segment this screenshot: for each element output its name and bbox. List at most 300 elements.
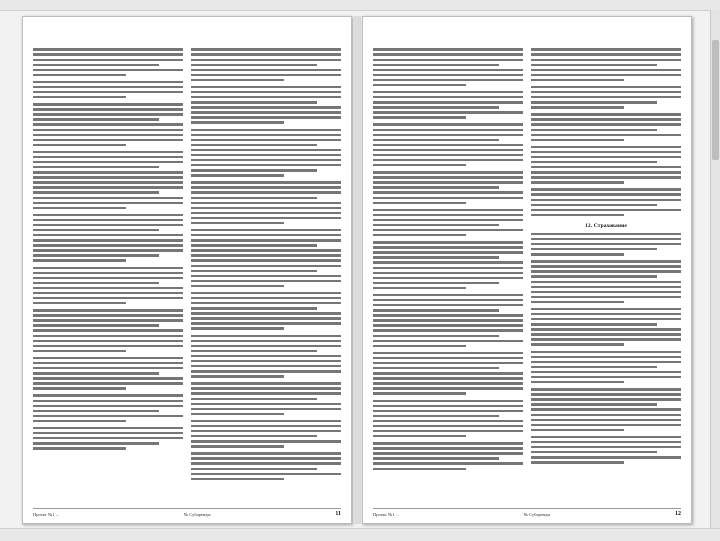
text-paragraph [531,187,681,217]
text-line [191,307,317,309]
text-line [191,154,341,156]
text-line [531,204,657,206]
text-line [33,129,183,131]
text-line [191,420,341,422]
text-line [373,314,523,316]
text-paragraph [191,180,341,226]
text-paragraph [373,293,523,349]
text-line [531,441,681,443]
page-gutter [353,16,361,524]
page-footer [33,508,341,517]
text-line [373,69,523,71]
text-line [33,139,183,141]
text-line [33,249,183,251]
text-paragraph [191,333,341,379]
text-line [373,246,523,248]
text-paragraph [531,387,681,433]
text-line [33,191,159,193]
text-line [531,209,681,211]
text-line [191,375,284,377]
text-paragraph [531,307,681,348]
text-paragraph [373,398,523,439]
text-line [373,134,523,136]
text-line [531,238,681,240]
text-line [373,123,523,125]
document-page-right [362,16,692,524]
text-line [191,129,341,131]
text-line [33,259,126,261]
text-line [191,259,341,261]
text-line [373,261,523,263]
viewer-bottom-frame [0,528,720,541]
text-line [531,96,681,98]
text-line [33,415,183,417]
text-line [191,106,341,108]
text-paragraph [191,291,341,332]
text-paragraph [531,259,681,305]
text-line [373,267,523,269]
section-heading: 12. Страхование [585,222,627,229]
text-line [33,171,183,173]
text-line [531,59,681,61]
text-line [531,79,624,81]
text-line [33,166,159,168]
text-line [33,197,183,199]
text-line [531,366,657,368]
text-line [373,425,523,427]
text-line [373,294,523,296]
text-line [33,151,183,153]
text-line [531,253,624,255]
text-line [531,296,681,298]
text-line [373,101,523,103]
text-line [531,281,681,283]
text-line [531,429,624,431]
text-paragraph [33,308,183,354]
text-line [373,447,523,449]
text-line [191,335,341,337]
text-line [33,48,183,50]
text-line [531,156,681,158]
text-line [531,243,681,245]
document-page-left [22,16,352,524]
text-line [33,272,183,274]
text-line [373,219,523,221]
text-line [191,360,341,362]
text-line [191,116,341,118]
text-line [33,447,126,449]
text-paragraph [191,418,341,448]
text-paragraph [373,240,523,291]
text-line [373,324,523,326]
text-line [33,202,183,204]
text-line [531,343,624,345]
text-paragraph [373,350,523,396]
text-line [33,420,126,422]
text-line [191,249,341,251]
text-line [33,254,159,256]
text-line [33,53,183,55]
text-line [531,286,681,288]
text-line [191,174,284,176]
text-line [531,86,681,88]
scrollbar-thumb[interactable] [712,40,719,160]
text-line [191,297,341,299]
text-line [531,301,624,303]
text-line [191,280,341,282]
text-line [373,229,523,231]
text-line [33,319,183,321]
text-paragraph [531,85,681,110]
text-line [531,214,624,216]
text-line [531,270,681,272]
text-paragraph [33,47,183,77]
text-paragraph [191,228,341,289]
text-line [531,313,681,315]
text-line [531,333,681,335]
text-line [191,144,317,146]
text-line [531,134,681,136]
text-line [33,81,183,83]
text-line [373,159,523,161]
text-line [33,329,183,331]
text-line [33,207,126,209]
text-line [531,371,681,373]
text-paragraph [531,112,681,142]
text-line [531,139,624,141]
text-line [191,413,284,415]
text-line [33,123,183,125]
text-line [191,387,341,389]
text-line [33,437,183,439]
text-line [191,134,341,136]
text-paragraph [191,127,341,178]
text-line [33,214,183,216]
text-line [33,134,183,136]
text-line [531,291,681,293]
text-line [373,214,523,216]
text-line [33,144,126,146]
text-line [33,244,183,246]
text-line [33,267,183,269]
text-line [33,86,183,88]
text-line [33,113,183,115]
text-line [373,64,499,66]
text-line [191,64,317,66]
text-line [33,64,159,66]
text-line [373,304,523,306]
text-paragraph [191,451,341,481]
text-line [531,176,681,178]
text-line [33,59,183,61]
text-line [373,282,499,284]
text-line [373,116,466,118]
text-line [531,408,681,410]
text-line [373,299,523,301]
text-line [373,111,523,113]
text-line [531,248,657,250]
text-paragraph [531,434,681,464]
text-line [531,146,681,148]
text-line [33,405,183,407]
text-line [33,314,183,316]
text-line [191,96,341,98]
text-line [373,181,523,183]
text-paragraph [33,79,183,99]
viewer-top-frame [0,0,720,11]
footer-left-text: Проект №1 ... [33,511,60,517]
text-line [531,129,657,131]
text-line [191,53,341,55]
text-line [373,382,523,384]
text-line [33,432,183,434]
text-paragraph [191,85,341,126]
text-line [191,254,341,256]
text-line [191,275,341,277]
text-line [191,48,341,50]
text-line [33,219,183,221]
text-line [33,350,126,352]
text-line [373,59,523,61]
text-line [531,151,681,153]
text-line [373,387,523,389]
text-line [373,84,466,86]
text-line [191,159,341,161]
text-line [33,309,183,311]
text-line [191,445,284,447]
text-line [373,319,523,321]
vertical-scrollbar[interactable] [710,10,720,528]
text-line [191,398,317,400]
text-line [531,199,681,201]
text-line [33,91,183,93]
text-line [531,361,681,363]
text-line [373,345,466,347]
text-line [531,48,681,50]
text-line [33,69,183,71]
text-line [373,79,523,81]
text-line [373,372,523,374]
text-line [531,113,681,115]
text-paragraph [33,393,183,423]
text-line [33,297,183,299]
text-line [531,260,681,262]
text-line [531,265,681,267]
text-line [191,91,341,93]
text-line [531,456,681,458]
text-line [33,345,183,347]
text-line [191,229,341,231]
text-line [33,357,183,359]
text-line [531,376,681,378]
text-column [531,47,681,501]
text-line [373,154,523,156]
text-line [33,302,126,304]
text-line [191,452,341,454]
text-line [373,106,499,108]
text-line [191,435,317,437]
text-line [33,292,183,294]
text-line [373,329,523,331]
text-line [191,473,341,475]
text-line [33,400,183,402]
text-column [373,47,523,501]
text-line [373,430,523,432]
text-line [373,171,523,173]
text-paragraph [531,47,681,83]
text-line [531,398,681,400]
text-line [191,121,284,123]
text-line [33,224,183,226]
text-line [373,139,499,141]
text-line [33,362,183,364]
text-line [373,251,523,253]
text-line [373,256,499,258]
text-line [531,275,657,277]
text-line [531,53,681,55]
text-line [373,144,523,146]
text-line [33,108,183,110]
text-line [191,468,317,470]
text-line [373,442,523,444]
text-paragraph [531,349,681,385]
text-line [33,382,183,384]
text-line [373,405,523,407]
text-paragraph [33,265,183,306]
text-line [191,244,317,246]
text-line [33,239,183,241]
text-line [33,387,126,389]
text-line [191,322,341,324]
text-line [373,186,499,188]
text-line [191,370,341,372]
text-line [373,149,523,151]
text-line [191,197,317,199]
text-paragraph [373,90,523,120]
text-paragraph [373,122,523,168]
text-line [531,446,681,448]
text-line [531,388,681,390]
text-line [33,377,183,379]
text-line [531,166,681,168]
text-line [33,410,159,412]
text-line [531,318,681,320]
text-line [191,317,341,319]
text-line [33,324,159,326]
text-line [33,118,159,120]
text-line [191,149,341,151]
text-line [531,328,681,330]
text-line [531,323,657,325]
text-line [373,241,523,243]
text-line [33,229,159,231]
text-line [33,277,183,279]
text-line [191,285,284,287]
text-line [33,427,183,429]
footer-mid-text: № Субаренды [183,511,211,517]
text-line [373,468,466,470]
text-paragraph [33,212,183,263]
text-line [531,118,681,120]
text-line [531,338,681,340]
text-line [191,169,317,171]
text-line [191,350,317,352]
text-line [191,222,284,224]
text-line [531,171,681,173]
text-line [373,129,523,131]
text-line [191,425,341,427]
text-line [373,234,466,236]
text-line [373,164,466,166]
text-line [373,362,523,364]
text-line [373,48,523,50]
text-paragraph [373,207,523,237]
text-line [191,345,341,347]
text-line [373,392,466,394]
text-line [373,457,499,459]
text-paragraph [373,170,523,206]
text-line [373,415,499,417]
text-line [373,53,523,55]
text-line [373,377,523,379]
text-line [191,79,284,81]
text-line [531,181,624,183]
text-line [33,181,183,183]
page-body [33,47,341,501]
text-column [33,47,183,501]
text-line [33,367,183,369]
text-line [191,365,341,367]
text-line [191,202,341,204]
text-paragraph [373,47,523,88]
text-line [33,156,183,158]
text-line [373,209,523,211]
text-line [373,420,523,422]
text-line [373,462,523,464]
text-line [531,351,681,353]
text-line [191,462,341,464]
text-line [191,191,341,193]
text-line [191,217,341,219]
text-line [33,442,159,444]
text-line [191,340,341,342]
text-line [191,440,341,442]
text-line [373,435,466,437]
text-line [191,111,341,113]
text-line [373,224,499,226]
text-paragraph [531,232,681,257]
text-line [531,64,657,66]
text-line [33,176,183,178]
text-line [373,410,523,412]
text-line [373,277,523,279]
text-line [373,352,523,354]
text-line [191,403,341,405]
text-line [531,106,624,108]
page-number: 11 [335,511,341,517]
page-footer [373,508,681,517]
text-line [373,309,499,311]
text-line [191,101,317,103]
text-line [531,403,657,405]
text-line [191,382,341,384]
text-line [531,188,681,190]
text-line [531,424,681,426]
text-line [33,282,159,284]
text-line [191,212,341,214]
text-line [531,161,657,163]
text-paragraph [33,149,183,210]
